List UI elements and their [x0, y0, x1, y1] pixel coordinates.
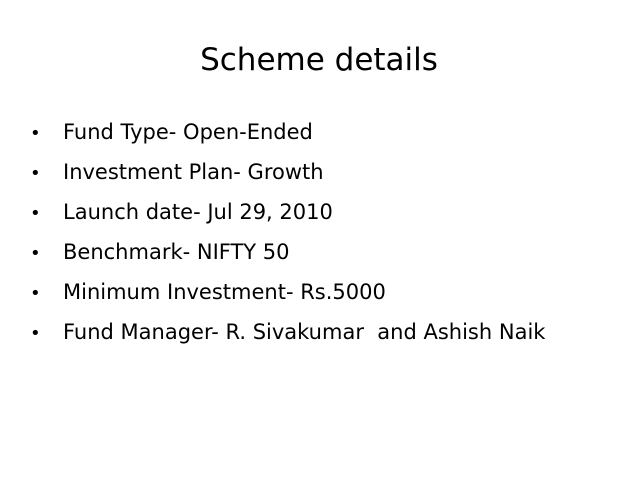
list-item [30, 156, 630, 196]
bullet-fund-type: Fund Type- Open-Ended [63, 120, 313, 144]
list-item [30, 236, 630, 276]
bullet-icon: • [30, 203, 41, 224]
list-item [30, 316, 630, 356]
list-item [30, 116, 630, 156]
bullet-list [30, 116, 630, 356]
bullet-investment-plan: Investment Plan- Growth [63, 160, 324, 184]
bullet-fund-manager: Fund Manager- R. Sivakumar and Ashish Naik [63, 320, 546, 344]
bullet-icon: • [30, 163, 41, 184]
slide-title: Scheme details [200, 42, 438, 78]
bullet-icon: • [30, 323, 41, 344]
bullet-minimum-investment: Minimum Investment- Rs.5000 [63, 280, 386, 304]
bullet-benchmark: Benchmark- NIFTY 50 [63, 240, 290, 264]
bullet-icon: • [30, 123, 41, 144]
bullet-launch-date: Launch date- Jul 29, 2010 [63, 200, 333, 224]
list-item [30, 276, 630, 316]
bullet-icon: • [30, 243, 41, 264]
bullet-icon: • [30, 283, 41, 304]
list-item [30, 196, 630, 236]
